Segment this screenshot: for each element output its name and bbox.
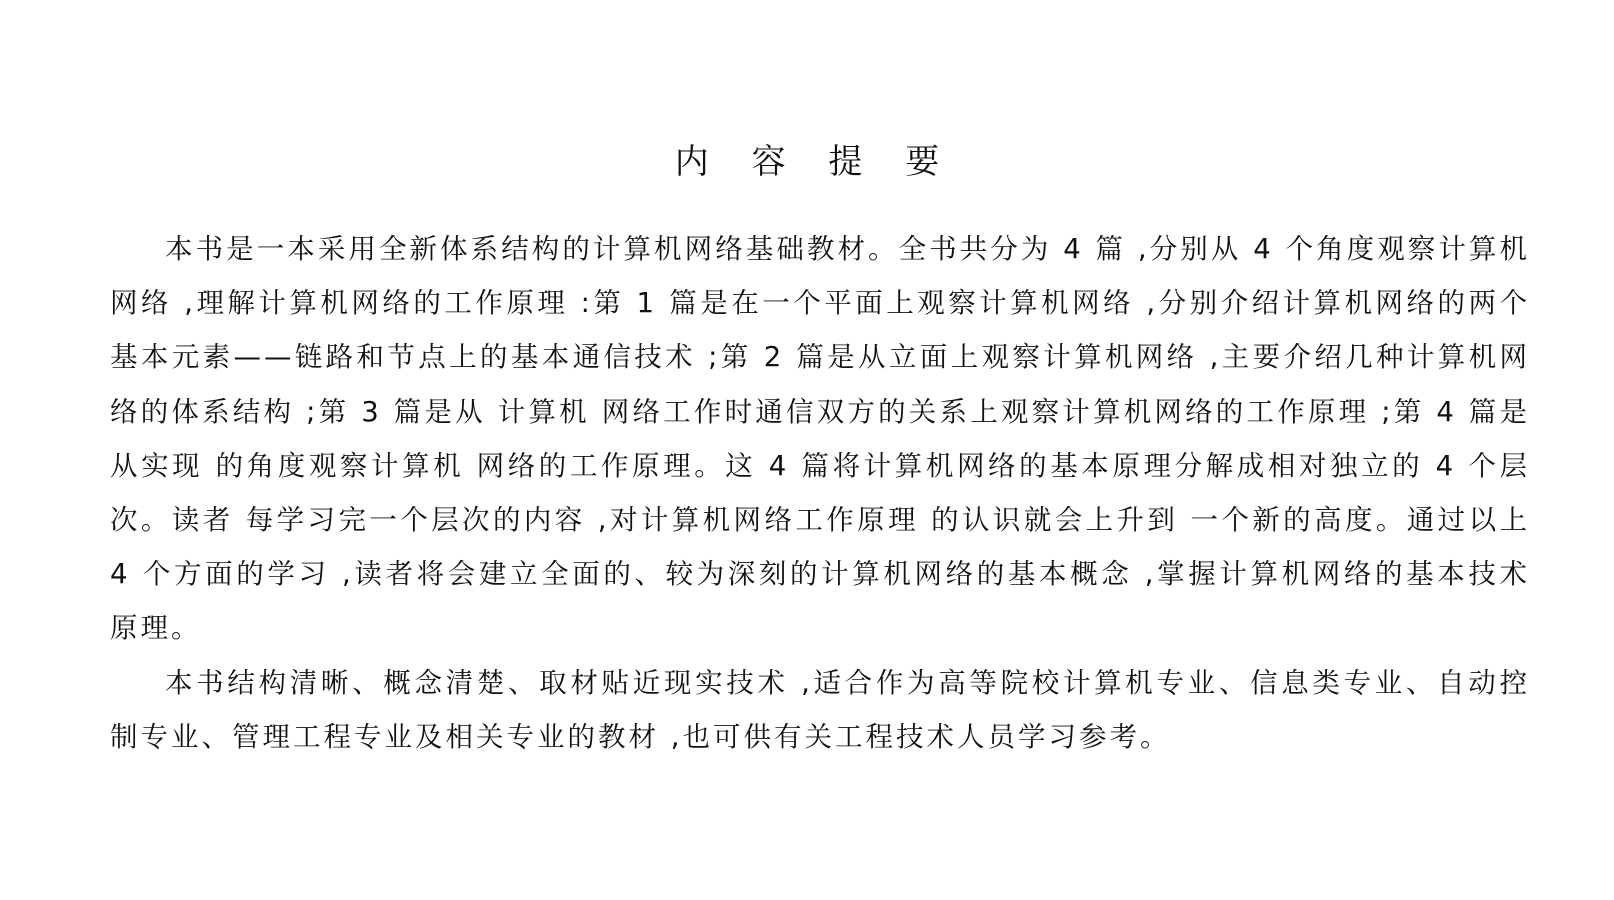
summary-paragraph-2: 本书结构清晰、概念清楚、取材贴近现实技术 ,适合作为高等院校计算机专业、信息类专业、自动控制专业、管理工程专业及相关专业的教材 ,也可供有关工程技术人员学习参考。 [110, 666, 1530, 753]
summary-body [110, 222, 1530, 764]
page-title: 内 容 提 要 [674, 142, 956, 182]
summary-paragraph-1: 本书是一本采用全新体系结构的计算机网络基础教材。全书共分为 4 篇 ,分别从 4 个角度观察计算机网络 ,理解计算机网络的工作原理 :第 1 篇是在一个平面上观察计算机网络 ,分别介绍计算机网络的两个基本元素——链路和节点上的基本通信技术 ;第 2 篇是从立面上观察计算机网络 ,主要介绍几种计算机网络的体系结构 ;第 3 篇是从 计算机 网络工作时通信双方的关系上观察计算机网络的工作原理 ;第 4 篇是从实现 的角度观察计算机 网络的工作原理。这 4 篇将计算机网络的基本原理分解成相对独立的 4 个层次。读者 每学习完一个层次的内容 ,对计算机网络工作原理 的认识就会上升到 一个新的高度。通过以上 4 个方面的学习 ,读者将会建立全面的、较为深刻的计算机网络的基本概念 ,掌握计算机网络的基本技术原理。 [110, 233, 1530, 645]
